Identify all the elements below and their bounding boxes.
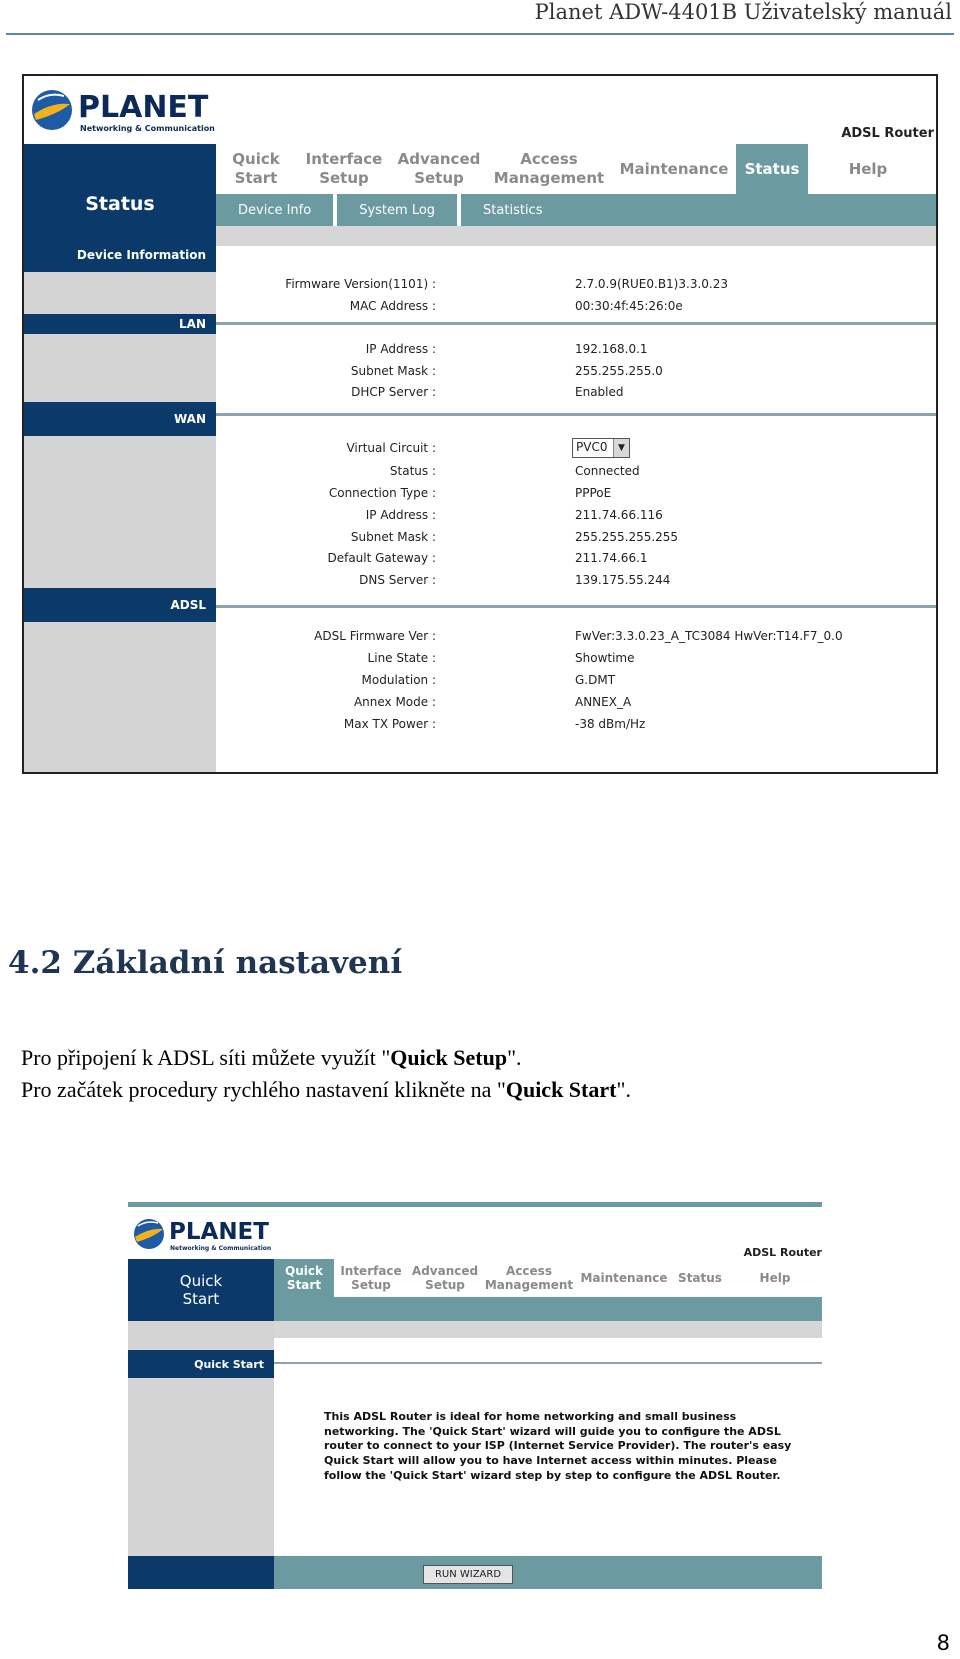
section-heading: 4.2 Základní nastavení [8, 945, 403, 981]
paragraph: Pro připojení k ADSL síti můžete využít "Quick Setup". [21, 1045, 522, 1070]
device-row [216, 274, 936, 296]
nav-quick-start[interactable]: Quick Start [232, 150, 280, 187]
top-accent-line [128, 1202, 822, 1207]
row-value: Enabled [575, 385, 624, 399]
wan-row [216, 461, 936, 483]
wan-row [216, 527, 936, 549]
row-label: Subnet Mask : [350, 364, 436, 378]
virtual-circuit-select[interactable] [572, 438, 630, 458]
nav-access-management[interactable]: Access Management [493, 150, 605, 187]
row-label: DHCP Server : [351, 385, 436, 399]
subnav-statistics[interactable]: Statistics [483, 202, 543, 218]
run-wizard-button[interactable]: RUN WIZARD [423, 1565, 513, 1584]
planet-logo-icon [30, 84, 220, 136]
section-divider [216, 413, 936, 416]
footer-left-block [128, 1556, 274, 1589]
wan-row [216, 505, 936, 527]
wan-row [216, 570, 936, 592]
device-row [216, 296, 936, 318]
row-value: 2.7.0.9(RUE0.B1)3.3.0.23 [575, 277, 728, 291]
section-device-information: Device Information [24, 238, 216, 272]
planet-logo [132, 1214, 278, 1258]
nav-status[interactable]: Status [678, 1270, 722, 1285]
row-value: 211.74.66.116 [575, 508, 663, 522]
nav-maintenance[interactable]: Maintenance [619, 159, 729, 178]
planet-logo [30, 84, 220, 140]
section-divider [216, 605, 936, 608]
nav-interface-setup[interactable]: Interface Setup [305, 150, 383, 187]
row-value: 00:30:4f:45:26:0e [575, 299, 683, 313]
sub-nav [216, 194, 936, 226]
row-label: IP Address : [365, 342, 436, 356]
quick-start-intro-text: This ADSL Router is ideal for home networking and small business networking. The 'Quick Start' wizard will guide you to configure the ADSL router to connect to your ISP (Internet Service Provider). The router's easy Quick Start will allow you to have Internet access within minutes. Please follow the 'Quick Start' wizard step by step to configure the ADSL Router. [324, 1410, 792, 1482]
row-value: 255.255.255.255 [575, 530, 679, 544]
row-label: Firmware Version(1101) : [285, 277, 436, 291]
adsl-row [216, 648, 936, 670]
lan-row [216, 361, 936, 383]
wan-row [216, 548, 936, 570]
row-value: Showtime [575, 651, 635, 665]
section-divider [274, 1362, 822, 1364]
content-gap [216, 226, 936, 246]
row-label: DNS Server : [359, 573, 436, 587]
product-name: ADSL Router [743, 1246, 822, 1259]
row-label: Line State : [367, 651, 436, 665]
paragraph: Pro začátek procedury rychlého nastavení klikněte na "Quick Start". [21, 1077, 631, 1102]
row-value: PPPoE [575, 486, 612, 500]
row-value: 192.168.0.1 [575, 342, 648, 356]
page-title: Quick Start [128, 1259, 274, 1321]
logo-wordmark: PLANET [78, 90, 209, 125]
planet-logo-icon [132, 1214, 278, 1254]
nav-help[interactable]: Help [759, 1270, 791, 1285]
row-label: Default Gateway : [327, 551, 436, 565]
section-wan: WAN [24, 402, 216, 436]
nav-access-management[interactable]: Access Management [484, 1263, 574, 1292]
subnav-system-log[interactable]: System Log [337, 194, 461, 226]
adsl-row [216, 714, 936, 736]
section-lan: LAN [24, 314, 216, 334]
row-value: 211.74.66.1 [575, 551, 648, 565]
row-value: ANNEX_A [575, 695, 632, 709]
nav-maintenance[interactable]: Maintenance [580, 1270, 668, 1285]
section-adsl: ADSL [24, 588, 216, 622]
row-value: -38 dBm/Hz [575, 717, 646, 731]
wan-row [216, 438, 936, 460]
row-label: Subnet Mask : [350, 530, 436, 544]
product-name: ADSL Router [841, 126, 934, 141]
wan-row [216, 483, 936, 505]
document-header: Planet ADW-4401B Uživatelský manuál [534, 0, 952, 24]
nav-advanced-setup[interactable]: Advanced Setup [411, 1263, 479, 1292]
row-value: FwVer:3.3.0.23_A_TC3084 HwVer:T14.F7_0.0 [575, 629, 843, 643]
logo-wordmark: PLANET [169, 1219, 269, 1245]
quick-start-screenshot [128, 1202, 822, 1589]
sub-nav [274, 1297, 822, 1321]
header-rule [6, 33, 954, 35]
row-label: Connection Type : [328, 486, 436, 500]
adsl-row [216, 626, 936, 648]
logo-tagline: Networking & Communication [80, 124, 215, 133]
footer-bar [274, 1556, 822, 1589]
nav-status[interactable]: Status [736, 144, 808, 194]
adsl-row [216, 692, 936, 714]
content-gap [274, 1321, 822, 1338]
nav-help[interactable]: Help [848, 159, 888, 178]
select-value: PVC0 [576, 440, 608, 454]
row-label: ADSL Firmware Ver : [314, 629, 436, 643]
logo-tagline: Networking & Communication [170, 1245, 272, 1252]
page-title: Status [24, 144, 216, 256]
row-label: Status : [389, 464, 436, 478]
row-label: Max TX Power : [343, 717, 436, 731]
status-screenshot [22, 74, 938, 774]
row-label: IP Address : [365, 508, 436, 522]
row-label: Modulation : [361, 673, 436, 687]
section-divider [216, 322, 936, 325]
lan-row [216, 382, 936, 404]
row-label: MAC Address : [349, 299, 436, 313]
row-label: Annex Mode : [353, 695, 436, 709]
top-nav [274, 1259, 822, 1297]
nav-interface-setup[interactable]: Interface Setup [340, 1263, 402, 1292]
lan-row [216, 339, 936, 361]
dropdown-arrow-icon[interactable]: ▼ [613, 439, 629, 457]
subnav-device-info[interactable]: Device Info [216, 194, 337, 226]
row-value: 139.175.55.244 [575, 573, 671, 587]
row-label: Virtual Circuit : [346, 441, 436, 455]
section-quick-start: Quick Start [128, 1350, 274, 1378]
nav-advanced-setup[interactable]: Advanced Setup [397, 150, 481, 187]
adsl-row [216, 670, 936, 692]
top-nav [216, 144, 936, 194]
nav-quick-start[interactable]: Quick Start [274, 1259, 334, 1297]
row-value: Connected [575, 464, 640, 478]
row-value: G.DMT [575, 673, 616, 687]
page-number: 8 [936, 1631, 950, 1655]
row-value: 255.255.255.0 [575, 364, 663, 378]
